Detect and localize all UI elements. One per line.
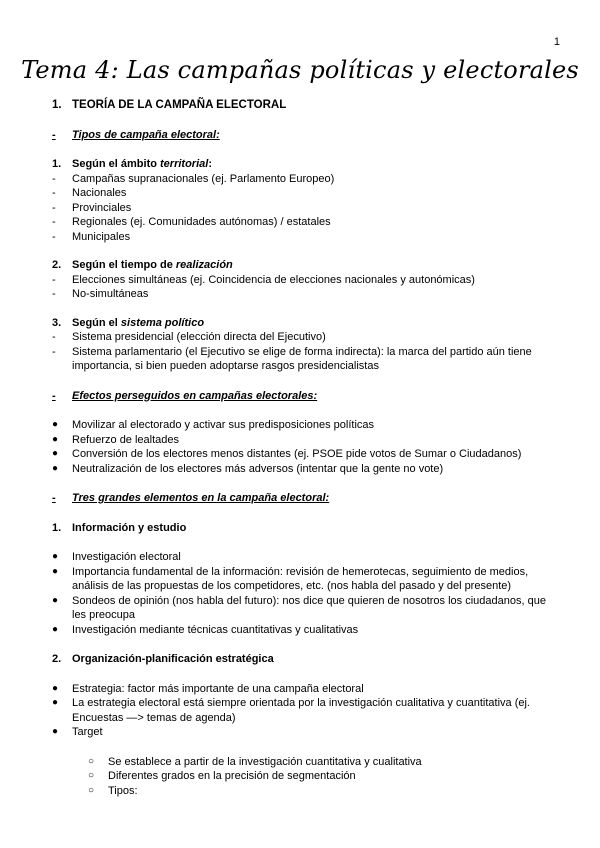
list-item: ● Refuerzo de lealtades (52, 433, 180, 446)
element-heading-organizacion (52, 652, 552, 667)
bullet-icon: ● (52, 594, 59, 606)
bullet-icon: ● (52, 682, 59, 694)
subheading-elementos (52, 491, 552, 506)
element-title: Información y estudio (72, 521, 187, 534)
subheading-text: Efectos perseguidos en campañas electorales: (72, 389, 318, 402)
list-item: - Regionales (ej. Comunidades autónomas) / estatales (52, 216, 331, 228)
bullet-icon: ● (52, 448, 59, 459)
group-heading-sistema (52, 316, 552, 331)
list-item: - Municipales (52, 230, 131, 243)
bullet-icon: ● (52, 726, 59, 737)
list-item: - No-simultáneas (52, 288, 149, 300)
bullet-icon: ● (52, 462, 59, 474)
group-number: 3. (52, 316, 62, 329)
group-title: Según el ámbito territorial: (72, 158, 212, 170)
sub-list-item: ○ Tipos: (88, 784, 138, 797)
element-number: 2. (52, 653, 62, 665)
group-number: 1. (52, 158, 62, 170)
bullet-icon: ● (52, 565, 59, 577)
circle-bullet-icon: ○ (88, 784, 95, 796)
bullet-icon: ● (52, 551, 59, 562)
dash-marker: - (52, 128, 56, 141)
subheading-tipos (52, 128, 552, 143)
list-item: - Nacionales (52, 187, 127, 199)
circle-bullet-icon: ○ (88, 755, 95, 767)
list-item: ● Importancia fundamental de la información: revisión de hemerotecas, seguimiento de medios, análisis de las propuestas de los competidores, etc. (nos habla del pasado y del presente) (52, 565, 529, 592)
group-heading-realizacion (52, 258, 552, 273)
section-number: 1. (52, 99, 62, 111)
document-body (52, 98, 552, 798)
list-item: ● Estrategia: factor más importante de una campaña electoral (52, 682, 364, 695)
section-heading (52, 98, 552, 113)
group-number: 2. (52, 259, 62, 271)
bullet-icon: ● (52, 433, 59, 445)
dash-marker: - (52, 492, 56, 504)
section-title: TEORÍA DE LA CAMPAÑA ELECTORAL (72, 99, 287, 111)
sub-list-item: ○ Se establece a partir de la investigación cuantitativa y cualitativa (88, 755, 422, 768)
list-item: ● Target (52, 726, 103, 738)
list-item: - Campañas supranacionales (ej. Parlamento Europeo) (52, 172, 335, 185)
list-item: ● Sondeos de opinión (nos habla del futuro): nos dice que quieren de nosotros los ciudadanos, que les preocupa (52, 594, 546, 621)
list-item: ● Conversión de los electores menos distantes (ej. PSOE pide votos de Sumar o Ciudadanos) (52, 448, 522, 460)
subheading-text: Tres grandes elementos en la campaña electoral: (72, 492, 330, 504)
group-title: Según el tiempo de realización (72, 259, 233, 271)
document-title: Tema 4: Las campañas políticas y electorales (21, 56, 579, 84)
bullet-icon: ● (52, 419, 59, 430)
list-item: ● Movilizar al electorado y activar sus predisposiciones políticas (52, 419, 375, 431)
subheading-efectos (52, 389, 552, 404)
list-item: - Elecciones simultáneas (ej. Coincidencia de elecciones nacionales y autonómicas) (52, 273, 475, 286)
list-item: ● La estrategia electoral está siempre orientada por la investigación cualitativa y cuantitativa (ej. Encuestas —> temas de agenda) (52, 697, 530, 724)
bullet-icon: ● (52, 623, 59, 635)
circle-bullet-icon: ○ (88, 770, 95, 781)
dash-marker: - (52, 389, 56, 402)
group-heading-territorial (52, 157, 552, 172)
element-heading-informacion (52, 521, 552, 536)
list-item: ● Neutralización de los electores más adversos (intentar que la gente no vote) (52, 462, 444, 475)
group-title: Según el sistema político (72, 316, 205, 329)
sub-list-item: ○ Diferentes grados en la precisión de segmentación (88, 770, 356, 782)
list-item: - Sistema parlamentario (el Ejecutivo se elige de forma indirecta): la marca del partido aún tiene importancia, si bien pueden adoptarse rasgos presidencialistas (52, 345, 532, 372)
subheading-text: Tipos de campaña electoral: (72, 128, 220, 141)
list-item: ● Investigación electoral (52, 551, 181, 563)
element-number: 1. (52, 521, 62, 534)
element-title: Organización-planificación estratégica (72, 653, 274, 665)
list-item: - Provinciales (52, 201, 132, 214)
list-item: - Sistema presidencial (elección directa del Ejecutivo) (52, 331, 326, 343)
list-item: ● Investigación mediante técnicas cuantitativas y cualitativas (52, 623, 359, 636)
page-number: 1 (553, 36, 560, 48)
bullet-icon: ● (52, 697, 59, 708)
